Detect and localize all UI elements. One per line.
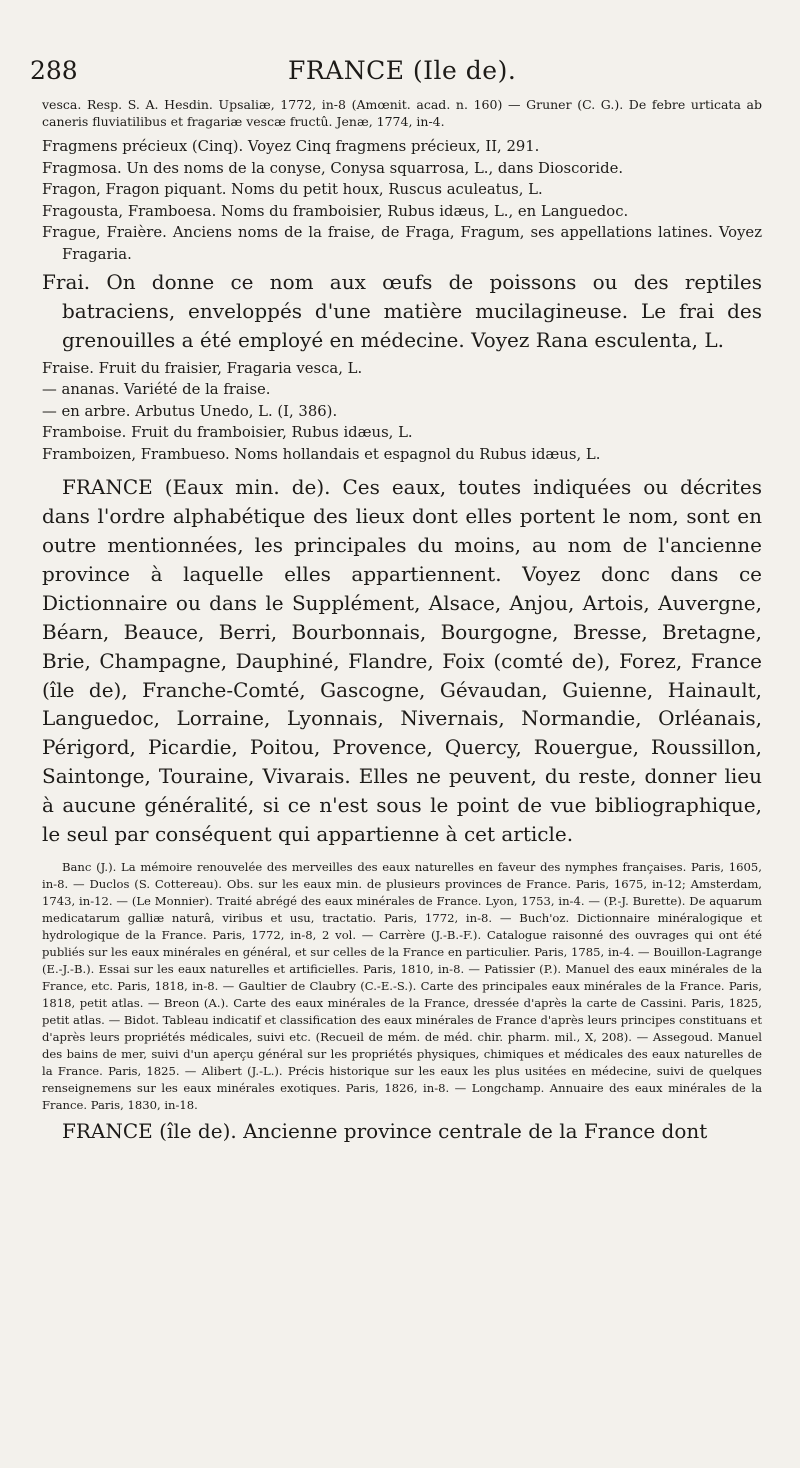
top-fragment: vesca. Resp. S. A. Hesdin. Upsaliæ, 1772, in-8 (Amœnit. acad. n. 160) — Gruner (C. G.). De febre urticata ab caneris fluviatilibus et fragariæ vescæ fructû. Jenæ, 1774, in-4. [42, 97, 762, 129]
entries-fraise [42, 358, 762, 466]
bibliography: Banc (J.). La mémoire renouvelée des merveilles des eaux naturelles en faveur des nymphes françaises. Paris, 1605, in-8. — Duclos (S. Cottereau). Obs. sur les eaux min. de plusieurs provinces de France. Paris, 1675, in-12; Amsterdam, 1743, in-12. — (Le Monnier). Traité abrégé des eaux minérales de France. Lyon, 1753, in-4. — (P.-J. Burette). De aquarum medicatarum galliæ naturâ, viribus et usu, tractatio. Paris, 1772, in-8. — Buch'oz. Dictionnaire minéralogique et hydrologique de la France. Paris, 1772, in-8, 2 vol. — Carrère (J.-B.-F.). Catalogue raisonné des ouvrages qui ont été publiés sur les eaux minérales en général, et sur celles de la France en particulier. Paris, 1785, in-4. — Bouillon-Lagrange (E.-J.-B.). Essai sur les eaux naturelles et artificielles. Paris, 1810, in-8. — Patissier (P.). Manuel des eaux minérales de la France, etc. Paris, 1818, in-8. — Gaultier de Claubry (C.-E.-S.). Carte des principales eaux minérales de la France. Paris, 1818, petit atlas. — Breon (A.). Carte des eaux minérales de la France, dressée d'après la carte de Cassini. Paris, 1825, petit atlas. — Bidot. Tableau indicatif et classification des eaux minérales de France d'après leurs principes constituans et d'après leurs propriétés médicales, suivi etc. (Recueil de mém. de méd. chir. pharm. mil., X, 208). — Assegoud. Manuel des bains de mer, suivi d'un aperçu général sur les propriétés physiques, chimiques et médicales des eaux naturelles de la France. Paris, 1825. — Alibert (J.-L.). Précis historique sur les eaux les plus usitées en médecine, suivi de quelques renseignemens sur les eaux minérales exotiques. Paris, 1826, in-8. — Longchamp. Annuaire des eaux minérales de la France. Paris, 1830, in-18. [42, 860, 762, 1112]
entry-frague: Frague, Fraière. Anciens noms de la fraise, de Fraga, Fragum, ses appellations latines. Voyez Fragaria. [42, 224, 762, 263]
entry-frai: Frai. On donne ce nom aux œufs de poissons ou des reptiles batraciens, enveloppés d'une matière mucilagineuse. Le frai des grenouilles a été employé en médecine. Voyez Rana esculenta, L. [42, 270, 762, 352]
entry-fragmens-precieux: Fragmens précieux (Cinq). Voyez Cinq fragmens précieux, II, 291. [42, 138, 540, 155]
entry-framboise: Framboise. Fruit du framboisier, Rubus idæus, L. [42, 424, 413, 442]
entry-fraise-ananas: — ananas. Variété de la fraise. [42, 381, 271, 399]
page-header [30, 56, 770, 92]
entry-fragmosa: Fragmosa. Un des noms de la conyse, Conysa squarrosa, L., dans Dioscoride. [42, 159, 624, 177]
entry-fraise: Fraise. Fruit du fraisier, Fragaria vesca, L. [42, 359, 363, 377]
entry-france-eaux-min: FRANCE (Eaux min. de). Ces eaux, toutes indiquées ou décrites dans l'ordre alphabétique des lieux dont elles portent le nom, sont en outre mentionnées, les principales du moins, au nom de l'ancienne province à laquelle elles appartiennent. Voyez donc dans ce Dictionnaire ou dans le Supplément, Alsace, Anjou, Artois, Auvergne, Béarn, Beauce, Berri, Bourbonnais, Bourgogne, Bresse, Bretagne, Brie, Champagne, Dauphiné, Flandre, Foix (comté de), Forez, France (île de), Franche-Comté, Gascogne, Gévaudan, Guienne, Hainault, Languedoc, Lorraine, Lyonnais, Nivernais, Normandie, Orléanais, Périgord, Picardie, Poitou, Provence, Quercy, Rouergue, Roussillon, Saintonge, Touraine, Vivarais. Elles ne peuvent, du reste, donner lieu à aucune généralité, si ce n'est sous le point de vue bibliographique, le seul par conséquent qui appartienne à cet article. [42, 475, 762, 847]
running-title: FRANCE (Ile de). [288, 56, 517, 85]
entry-fragon: Fragon, Fragon piquant. Noms du petit houx, Ruscus aculeatus, L. [42, 181, 543, 198]
entries-small [42, 136, 762, 265]
entry-framboizen: Framboizen, Frambueso. Noms hollandais et espagnol du Rubus idæus, L. [42, 445, 601, 463]
entry-fraise-en-arbre: — en arbre. Arbutus Unedo, L. (I, 386). [42, 402, 338, 420]
page-body [42, 96, 762, 1146]
entry-fragousta: Fragousta, Framboesa. Noms du framboisier, Rubus idæus, L., en Languedoc. [42, 202, 629, 220]
entry-france-ile-de: FRANCE (île de). Ancienne province centrale de la France dont [62, 1119, 708, 1143]
page-number: 288 [30, 56, 78, 85]
